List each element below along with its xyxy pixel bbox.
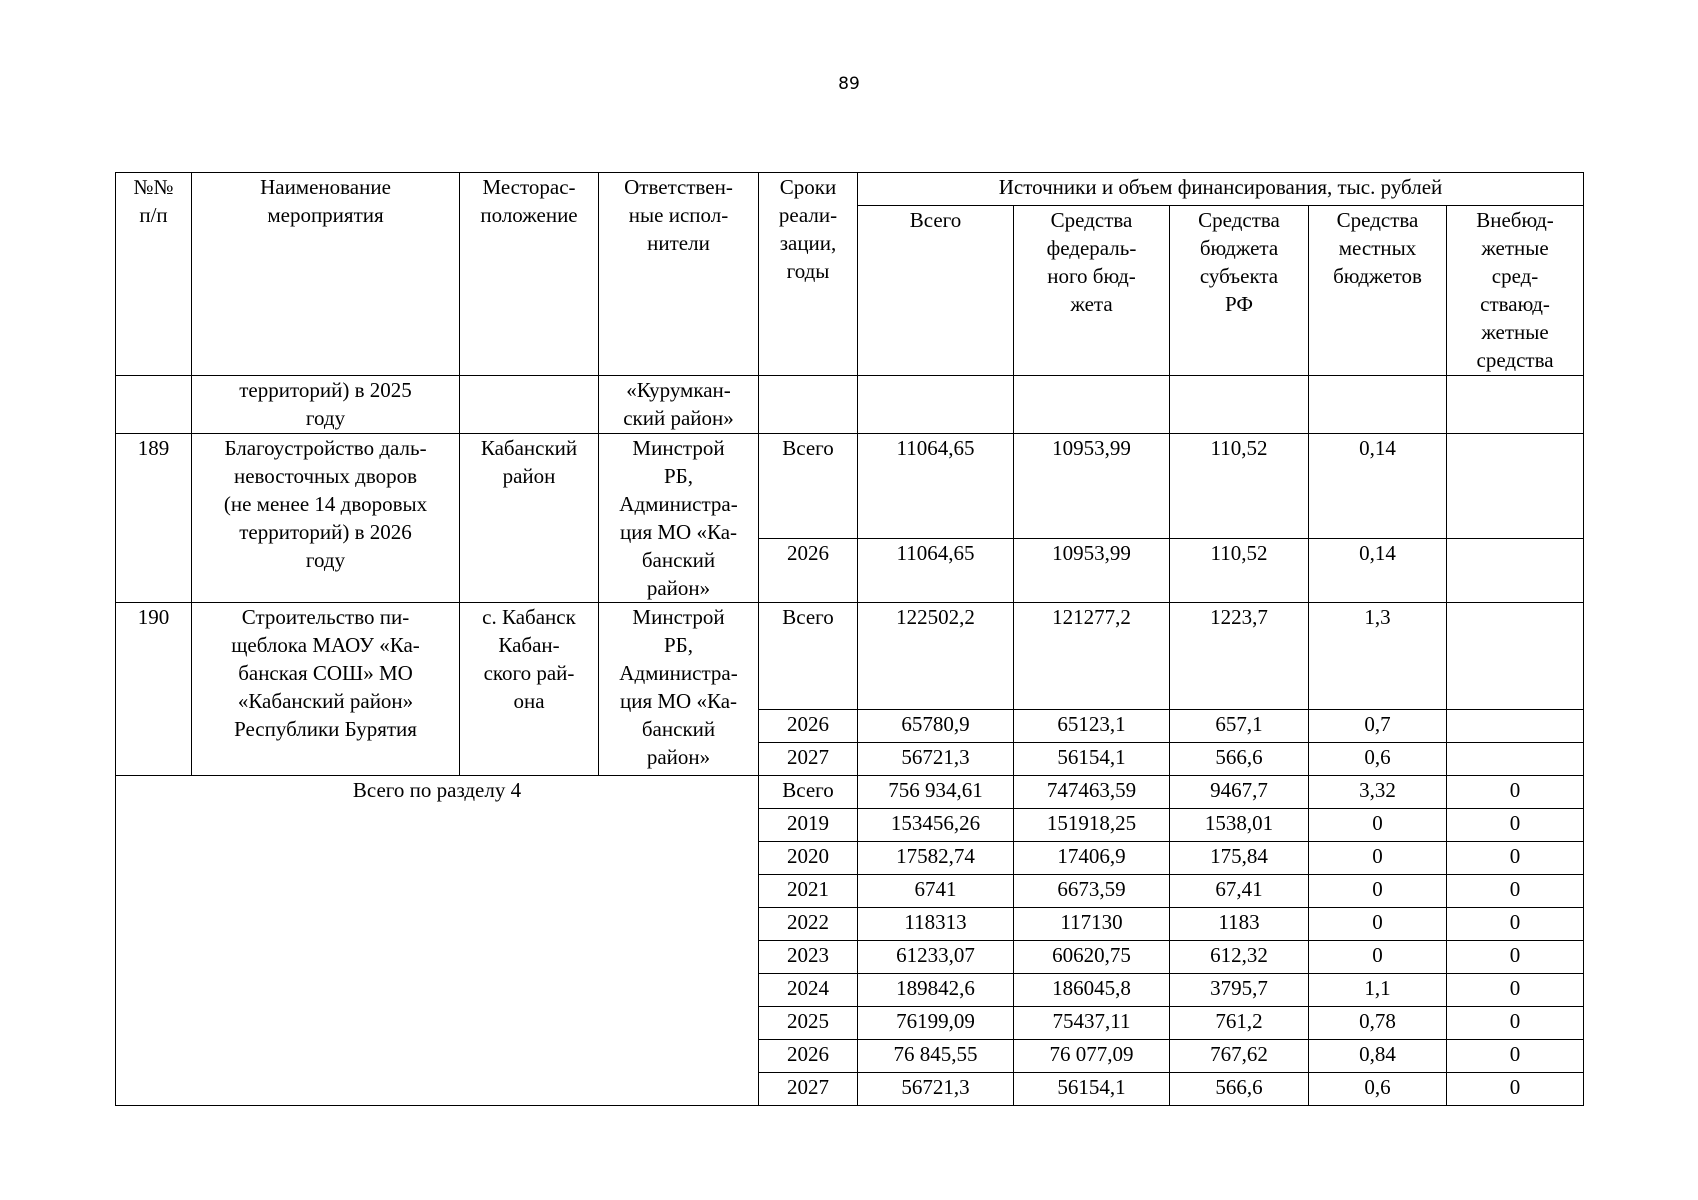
cell-total: 76 845,55	[858, 1040, 1014, 1073]
cont-federal	[1014, 376, 1170, 434]
cell-term: 2027	[759, 743, 858, 776]
cell-federal: 56154,1	[1014, 743, 1170, 776]
item-location: с. Кабанск Кабан- ского рай- она	[460, 603, 599, 776]
header-terms: Сроки реали- зации, годы	[759, 173, 858, 376]
header-sources: Источники и объем финансирования, тыс. рублей	[858, 173, 1584, 206]
cell-extra	[1447, 710, 1584, 743]
cell-federal: 186045,8	[1014, 974, 1170, 1007]
item-executors: Минстрой РБ, Администра- ция МО «Ка- банский район»	[599, 434, 759, 603]
cell-term: 2025	[759, 1007, 858, 1040]
cell-total: 17582,74	[858, 842, 1014, 875]
cell-federal: 17406,9	[1014, 842, 1170, 875]
header-extra: Внебюд- жетные сред- стваюд- жетные средства	[1447, 206, 1584, 376]
cell-federal: 60620,75	[1014, 941, 1170, 974]
cell-regional: 9467,7	[1170, 776, 1309, 809]
cell-extra: 0	[1447, 1073, 1584, 1106]
cell-local: 0,78	[1309, 1007, 1447, 1040]
cell-regional: 1538,01	[1170, 809, 1309, 842]
cell-regional: 110,52	[1170, 434, 1309, 539]
cell-local: 0	[1309, 941, 1447, 974]
cell-federal: 6673,59	[1014, 875, 1170, 908]
cell-federal: 121277,2	[1014, 603, 1170, 710]
cell-regional: 612,32	[1170, 941, 1309, 974]
cell-total: 11064,65	[858, 539, 1014, 603]
cell-total: 118313	[858, 908, 1014, 941]
cell-local: 0,6	[1309, 743, 1447, 776]
cell-extra: 0	[1447, 776, 1584, 809]
cell-federal: 75437,11	[1014, 1007, 1170, 1040]
cell-regional: 3795,7	[1170, 974, 1309, 1007]
cell-local: 0	[1309, 875, 1447, 908]
cell-term: 2026	[759, 710, 858, 743]
header-num: №№ п/п	[116, 173, 192, 376]
section-total-label: Всего по разделу 4	[116, 776, 759, 1106]
cell-term: 2027	[759, 1073, 858, 1106]
cell-local: 0,14	[1309, 539, 1447, 603]
cell-term: Всего	[759, 776, 858, 809]
cell-extra	[1447, 539, 1584, 603]
cell-extra: 0	[1447, 842, 1584, 875]
cell-regional: 657,1	[1170, 710, 1309, 743]
cell-local: 3,32	[1309, 776, 1447, 809]
header-local: Средства местных бюджетов	[1309, 206, 1447, 376]
cell-federal: 10953,99	[1014, 434, 1170, 539]
item-num: 189	[116, 434, 192, 603]
cell-extra: 0	[1447, 941, 1584, 974]
cell-term: 2026	[759, 539, 858, 603]
cell-total: 11064,65	[858, 434, 1014, 539]
cell-term: 2021	[759, 875, 858, 908]
cont-extra	[1447, 376, 1584, 434]
cell-federal: 151918,25	[1014, 809, 1170, 842]
cell-local: 0,6	[1309, 1073, 1447, 1106]
header-federal: Средства федераль- ного бюд- жета	[1014, 206, 1170, 376]
cell-extra	[1447, 603, 1584, 710]
cell-total: 756 934,61	[858, 776, 1014, 809]
cell-total: 56721,3	[858, 1073, 1014, 1106]
cell-total: 65780,9	[858, 710, 1014, 743]
cell-local: 1,3	[1309, 603, 1447, 710]
cell-regional: 761,2	[1170, 1007, 1309, 1040]
cell-federal: 76 077,09	[1014, 1040, 1170, 1073]
cont-location	[460, 376, 599, 434]
cell-total: 189842,6	[858, 974, 1014, 1007]
header-executors: Ответствен- ные испол- нители	[599, 173, 759, 376]
header-location: Месторас- положение	[460, 173, 599, 376]
header-name: Наименование мероприятия	[192, 173, 460, 376]
cell-regional: 67,41	[1170, 875, 1309, 908]
cell-local: 0	[1309, 908, 1447, 941]
cell-regional: 175,84	[1170, 842, 1309, 875]
cell-federal: 117130	[1014, 908, 1170, 941]
cell-term: 2026	[759, 1040, 858, 1073]
cell-total: 61233,07	[858, 941, 1014, 974]
cell-regional: 767,62	[1170, 1040, 1309, 1073]
cell-regional: 566,6	[1170, 1073, 1309, 1106]
cell-extra: 0	[1447, 974, 1584, 1007]
cell-extra: 0	[1447, 1007, 1584, 1040]
cell-local: 0	[1309, 809, 1447, 842]
financing-table	[115, 172, 1584, 1106]
item-num: 190	[116, 603, 192, 776]
cell-local: 0	[1309, 842, 1447, 875]
cell-extra: 0	[1447, 908, 1584, 941]
item-name: Строительство пи- щеблока МАОУ «Ка- банская СОШ» МО «Кабанский район» Республики Бурятия	[192, 603, 460, 776]
cell-regional: 1223,7	[1170, 603, 1309, 710]
cell-regional: 1183	[1170, 908, 1309, 941]
cell-extra	[1447, 434, 1584, 539]
cell-local: 0,14	[1309, 434, 1447, 539]
item-location: Кабанский район	[460, 434, 599, 603]
item-name: Благоустройство даль- невосточных дворов (не менее 14 дворовых территорий) в 2026 году	[192, 434, 460, 603]
cell-local: 1,1	[1309, 974, 1447, 1007]
cell-term: 2022	[759, 908, 858, 941]
cell-local: 0,84	[1309, 1040, 1447, 1073]
cell-total: 122502,2	[858, 603, 1014, 710]
table-row	[116, 434, 1584, 539]
cell-extra: 0	[1447, 1040, 1584, 1073]
cell-total: 153456,26	[858, 809, 1014, 842]
cell-total: 76199,09	[858, 1007, 1014, 1040]
cell-total: 6741	[858, 875, 1014, 908]
cont-name: территорий) в 2025 году	[192, 376, 460, 434]
cell-federal: 65123,1	[1014, 710, 1170, 743]
cell-term: 2019	[759, 809, 858, 842]
cell-federal: 56154,1	[1014, 1073, 1170, 1106]
cont-executors: «Курумкан- ский район»	[599, 376, 759, 434]
cell-local: 0,7	[1309, 710, 1447, 743]
cell-regional: 110,52	[1170, 539, 1309, 603]
cell-regional: 566,6	[1170, 743, 1309, 776]
header-total: Всего	[858, 206, 1014, 376]
table-row	[116, 776, 1584, 809]
table-row	[116, 603, 1584, 710]
header-regional: Средства бюджета субъекта РФ	[1170, 206, 1309, 376]
cell-term: 2020	[759, 842, 858, 875]
cont-num	[116, 376, 192, 434]
cell-extra	[1447, 743, 1584, 776]
item-executors: Минстрой РБ, Администра- ция МО «Ка- банский район»	[599, 603, 759, 776]
cell-term: 2024	[759, 974, 858, 1007]
cont-total	[858, 376, 1014, 434]
cell-extra: 0	[1447, 875, 1584, 908]
cont-regional	[1170, 376, 1309, 434]
cont-term	[759, 376, 858, 434]
cell-federal: 747463,59	[1014, 776, 1170, 809]
cell-term: Всего	[759, 603, 858, 710]
cell-extra: 0	[1447, 809, 1584, 842]
cell-federal: 10953,99	[1014, 539, 1170, 603]
page-number: 89	[838, 74, 860, 94]
cell-term: 2023	[759, 941, 858, 974]
cell-total: 56721,3	[858, 743, 1014, 776]
cont-local	[1309, 376, 1447, 434]
cell-term: Всего	[759, 434, 858, 539]
